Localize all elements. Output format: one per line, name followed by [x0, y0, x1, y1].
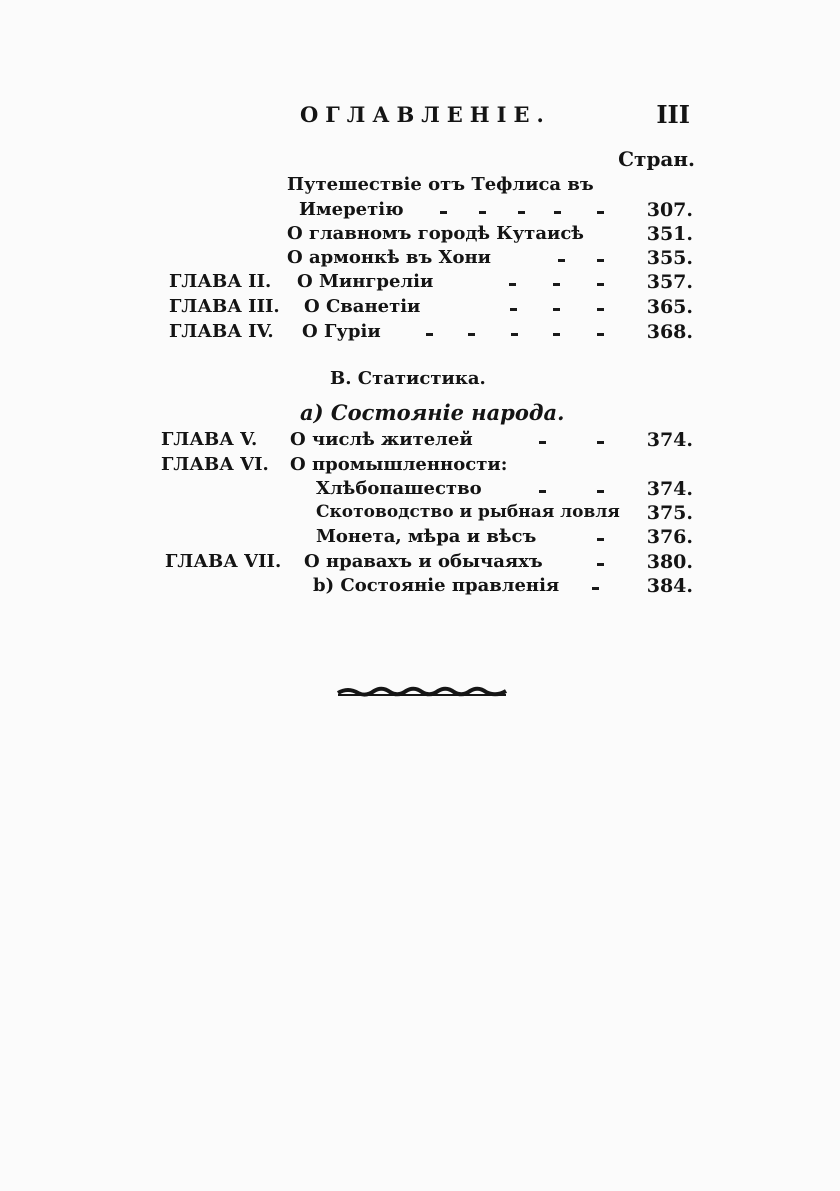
entry-text: Хлѣбопашество [316, 478, 482, 499]
entry-page: 380. [646, 551, 693, 573]
page-number: III [656, 100, 690, 129]
entry-page: 374. [646, 478, 693, 500]
entry-text: Монета, мѣра и вѣсъ [316, 526, 537, 547]
toc-entry [0, 454, 840, 478]
toc-entry [0, 247, 840, 271]
toc-entry [0, 174, 840, 198]
entry-text: Имеретію [299, 199, 404, 220]
entry-chapter: ГЛАВА VI. [161, 454, 269, 475]
toc-entry [0, 199, 840, 223]
entry-text: Путешествіе отъ Тефлиса въ [287, 174, 594, 195]
toc-entry [0, 502, 840, 526]
entry-text: b) Состояніе правленія [313, 575, 560, 596]
entry-page: 365. [646, 296, 693, 318]
entry-page: 351. [646, 223, 693, 245]
toc-entry [0, 296, 840, 320]
entry-chapter: ГЛАВА II. [169, 271, 272, 292]
ornament-divider [336, 683, 508, 699]
entry-text: О числѣ жителей [290, 429, 473, 450]
page-title: ОГЛАВЛЕНІЕ. [300, 102, 551, 127]
toc-entry [0, 223, 840, 247]
section-heading: В. Статистика. [330, 368, 486, 389]
toc-entry [0, 575, 840, 599]
entry-page: 384. [646, 575, 693, 597]
subsection-heading: а) Состояніе народа. [300, 400, 565, 425]
entry-chapter: ГЛАВА V. [161, 429, 258, 450]
toc-entry [0, 321, 840, 345]
entry-text: Скотоводство и рыбная ловля [316, 502, 620, 522]
entry-page: 376. [646, 526, 693, 548]
entry-text: О нравахъ и обычаяхъ [304, 551, 543, 572]
page-column-label: Стран. [618, 147, 695, 171]
toc-entry [0, 478, 840, 502]
entry-page: 357. [646, 271, 693, 293]
entry-page: 374. [646, 429, 693, 451]
entry-chapter: ГЛАВА VII. [165, 551, 282, 572]
toc-entry [0, 429, 840, 453]
entry-text: О Мингреліи [297, 271, 434, 292]
entry-chapter: ГЛАВА IV. [169, 321, 274, 342]
toc-entry [0, 271, 840, 295]
entry-text: О армонкѣ въ Хони [287, 247, 492, 268]
entry-text: О главномъ городѣ Кутаисѣ [287, 223, 584, 244]
toc-entry [0, 526, 840, 550]
entry-page: 368. [646, 321, 693, 343]
toc-entry [0, 551, 840, 575]
entry-text: О промышленности: [290, 454, 508, 475]
entry-page: 375. [646, 502, 693, 524]
entry-page: 355. [646, 247, 693, 269]
entry-chapter: ГЛАВА III. [169, 296, 280, 317]
entry-text: О Гуріи [302, 321, 381, 342]
entry-text: О Сванетіи [304, 296, 421, 317]
entry-page: 307. [646, 199, 693, 221]
